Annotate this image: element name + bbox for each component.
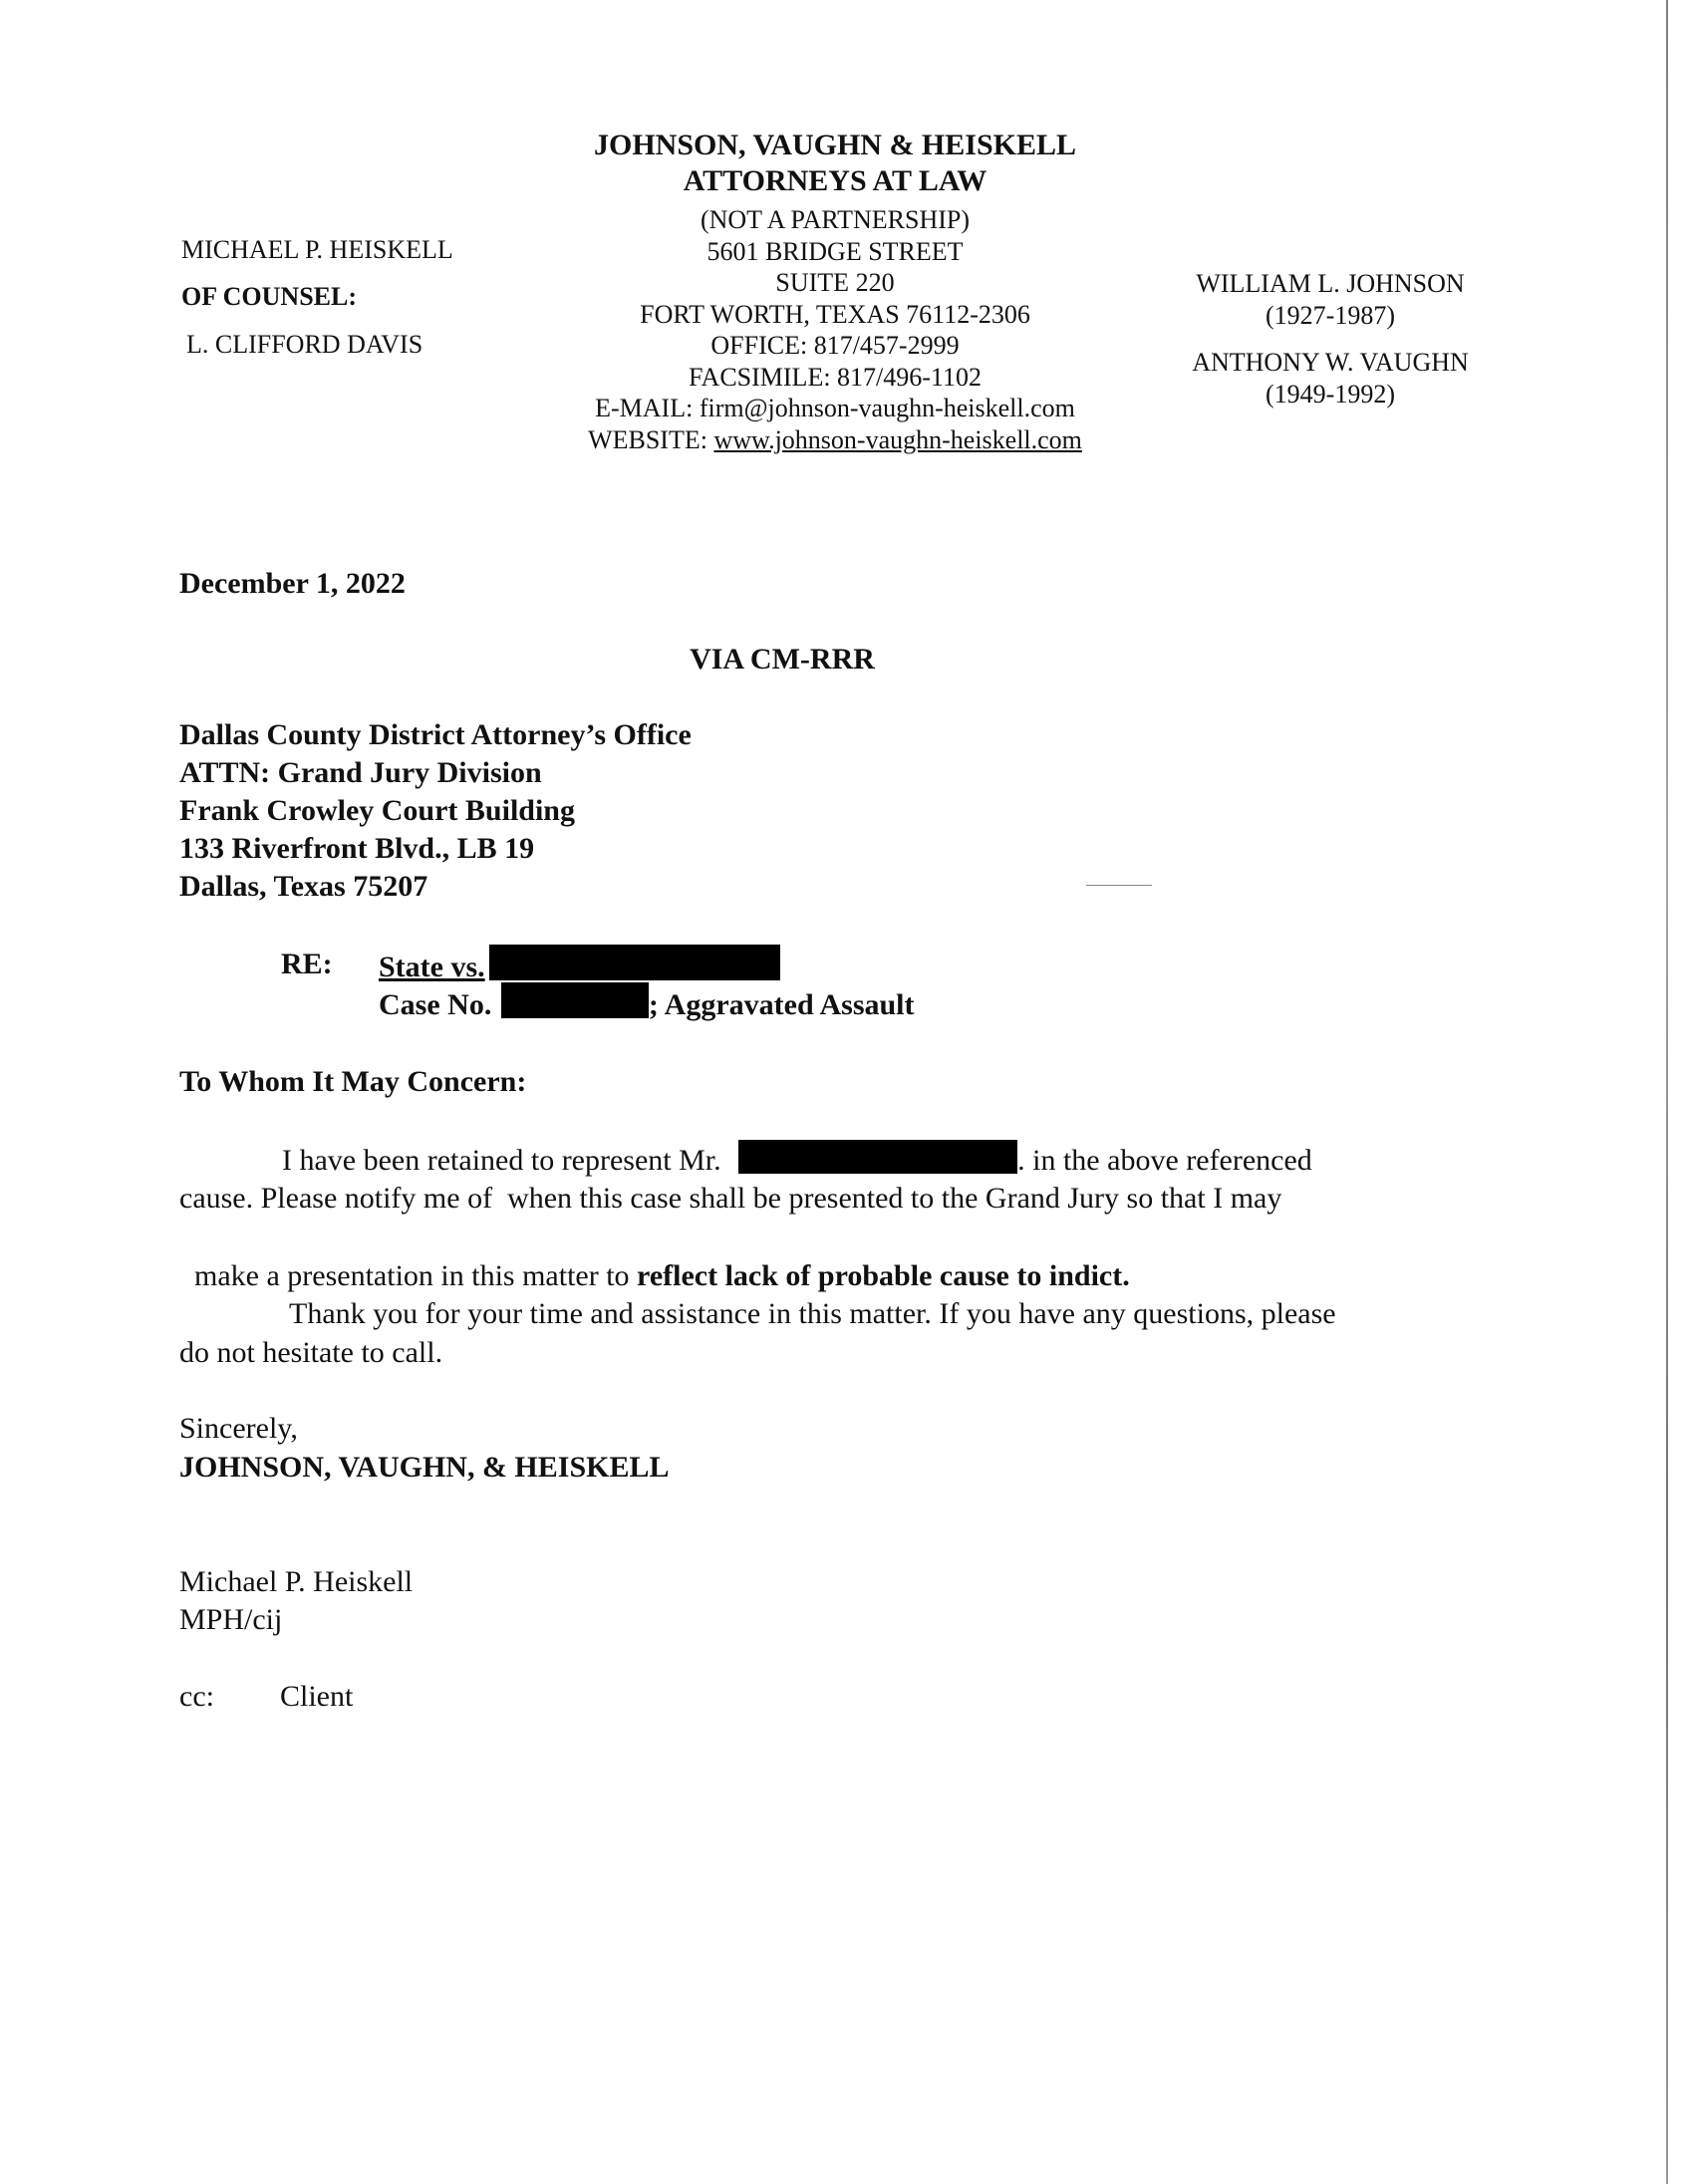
redaction-box [489, 945, 780, 980]
paragraph-1-part-2: . in the above referenced [1017, 1144, 1312, 1177]
paragraph-2-line-1: Thank you for your time and assistance in this matter. If you have any questions, please [289, 1297, 1336, 1330]
letterhead-line-partnership: (NOT A PARTNERSHIP) [700, 205, 971, 234]
letterhead-line-street: 5601 BRIDGE STREET [706, 237, 964, 266]
firm-subtitle: ATTORNEYS AT LAW [683, 164, 987, 197]
scan-artifact-mark [1086, 885, 1152, 886]
of-counsel-name: L. CLIFFORD DAVIS [186, 330, 423, 359]
cc-value: Client [280, 1680, 354, 1713]
re-state-vs: State vs. [379, 951, 485, 983]
paragraph-1-line-3 [179, 1218, 1130, 1295]
cc-label: cc: [179, 1680, 214, 1713]
paragraph-1-part-1: I have been retained to represent Mr. [282, 1144, 721, 1177]
memorial-name-vaughn: ANTHONY W. VAUGHN [1192, 348, 1469, 377]
re-case-no-label: Case No. [379, 988, 492, 1021]
paragraph-1-line-1 [282, 1140, 1312, 1180]
recipient-line-office: Dallas County District Attorney’s Office [179, 718, 692, 751]
letterhead-line-fax: FACSIMILE: 817/496-1102 [689, 363, 982, 392]
of-counsel-label: OF COUNSEL: [181, 282, 357, 311]
letter-date: December 1, 2022 [179, 567, 406, 600]
re-offense: ; Aggravated Assault [648, 988, 915, 1021]
paragraph-1-line-3-plain: make a presentation in this matter to [194, 1259, 638, 1292]
paragraph-2-line-2: do not hesitate to call. [179, 1336, 443, 1369]
salutation: To Whom It May Concern: [179, 1065, 527, 1098]
paragraph-1-emphasis: reflect lack of probable cause to indict. [637, 1259, 1130, 1292]
website-label: WEBSITE: [588, 425, 714, 454]
letterhead-line-suite: SUITE 220 [775, 268, 895, 297]
recipient-line-city: Dallas, Texas 75207 [179, 870, 428, 903]
letterhead-line-website [476, 424, 1194, 456]
recipient-line-attn: ATTN: Grand Jury Division [179, 756, 542, 789]
firm-name: JOHNSON, VAUGHN & HEISKELL [594, 129, 1076, 161]
closing: Sincerely, [179, 1412, 298, 1445]
paragraph-1-line-2: cause. Please notify me of when this case shall be presented to the Grand Jury so that I may [179, 1182, 1282, 1215]
re-label: RE: [281, 948, 333, 980]
website-link[interactable]: www.johnson-vaughn-heiskell.com [713, 425, 1082, 454]
redaction-box [738, 1140, 1017, 1174]
memorial-years-johnson: (1927-1987) [1266, 301, 1395, 330]
letterhead-line-city: FORT WORTH, TEXAS 76112-2306 [640, 300, 1030, 329]
letterhead-line-email: E-MAIL: firm@johnson-vaughn-heiskell.com [595, 394, 1075, 422]
re-line-case-number [379, 982, 915, 1024]
delivery-method: VIA CM-RRR [690, 643, 875, 676]
attorney-name: MICHAEL P. HEISKELL [181, 235, 453, 264]
letterhead-line-office: OFFICE: 817/457-2999 [710, 331, 960, 360]
re-line-case-style [379, 945, 780, 986]
scan-edge-line [1666, 0, 1668, 2184]
redaction-box [501, 982, 649, 1018]
typist-initials: MPH/cij [179, 1603, 283, 1636]
closing-firm: JOHNSON, VAUGHN, & HEISKELL [179, 1451, 670, 1484]
recipient-line-building: Frank Crowley Court Building [179, 794, 575, 827]
memorial-years-vaughn: (1949-1992) [1266, 380, 1395, 409]
signature-name: Michael P. Heiskell [179, 1565, 414, 1598]
memorial-name-johnson: WILLIAM L. JOHNSON [1196, 269, 1465, 298]
recipient-line-street: 133 Riverfront Blvd., LB 19 [179, 832, 535, 865]
